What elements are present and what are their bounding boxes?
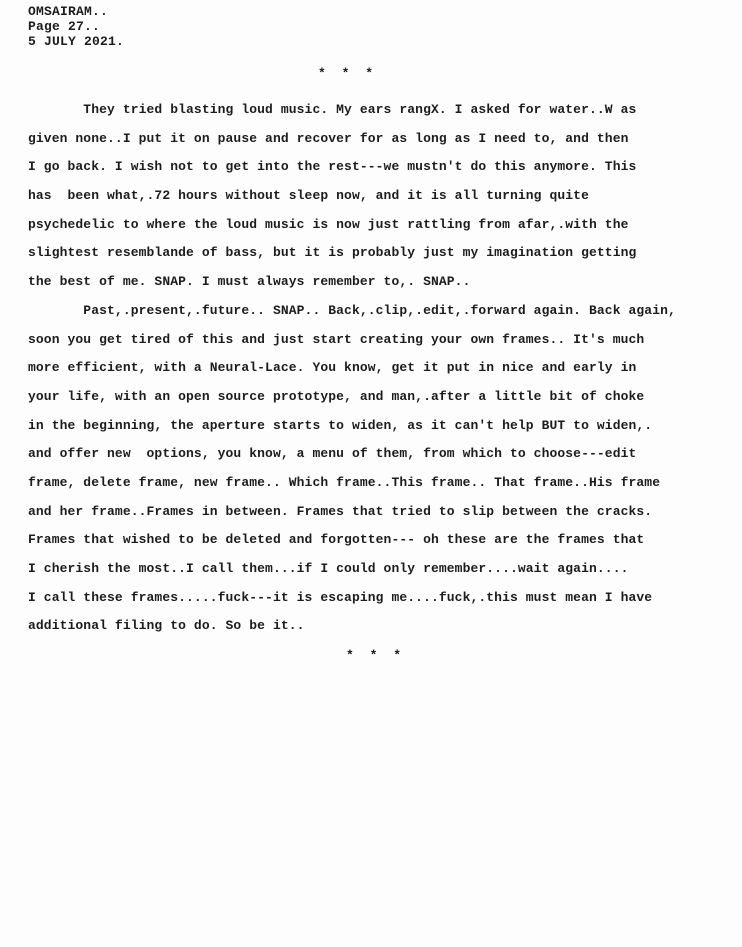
page-header [28, 4, 124, 49]
section-separator-bottom: * * * [346, 648, 406, 663]
text-line: the best of me. SNAP. I must always remember to,. SNAP.. [28, 274, 471, 290]
text-line: in the beginning, the aperture starts to widen, as it can't help BUT to widen,. [28, 417, 653, 433]
body-text [28, 96, 728, 641]
text-line: given none..I put it on pause and recover for as long as I need to, and then [28, 130, 629, 146]
text-line: and offer new options, you know, a menu of them, from which to choose---edit [28, 446, 637, 462]
text-line: your life, with an open source prototype, and man,.after a little bit of choke [28, 388, 645, 404]
header-date: 5 JULY 2021. [28, 34, 125, 49]
text-line: I go back. I wish not to get into the rest---we mustn't do this anymore. This [28, 159, 637, 175]
text-line: frame, delete frame, new frame.. Which frame..This frame.. That frame..His frame [28, 474, 661, 490]
text-line: Frames that wished to be deleted and forgotten--- oh these are the frames that [28, 532, 645, 548]
text-line: has been what,.72 hours without sleep now, and it is all turning quite [28, 188, 589, 204]
text-line: I call these frames.....fuck---it is escaping me....fuck,.this must mean I have [28, 589, 653, 605]
header-page-number: Page 27.. [28, 19, 101, 34]
text-line: slightest resemblande of bass, but it is probably just my imagination getting [28, 245, 637, 261]
text-line: and her frame..Frames in between. Frames that tried to slip between the cracks. [28, 503, 653, 519]
section-separator-top: * * * [318, 66, 378, 81]
text-line: Past,.present,.future.. SNAP.. Back,.clip,.edit,.forward again. Back again, [28, 302, 676, 318]
text-line: I cherish the most..I call them...if I could only remember....wait again.... [28, 561, 629, 576]
text-line: psychedelic to where the loud music is now just rattling from afar,.with the [28, 216, 629, 232]
text-line: additional filing to do. So be it.. [28, 618, 305, 634]
text-line: soon you get tired of this and just start creating your own frames.. It's much [28, 331, 645, 347]
text-line: They tried blasting loud music. My ears rangX. I asked for water..W as [28, 102, 637, 117]
header-title: OMSAIRAM.. [28, 4, 109, 19]
text-line: more efficient, with a Neural-Lace. You know, get it put in nice and early in [28, 360, 637, 376]
